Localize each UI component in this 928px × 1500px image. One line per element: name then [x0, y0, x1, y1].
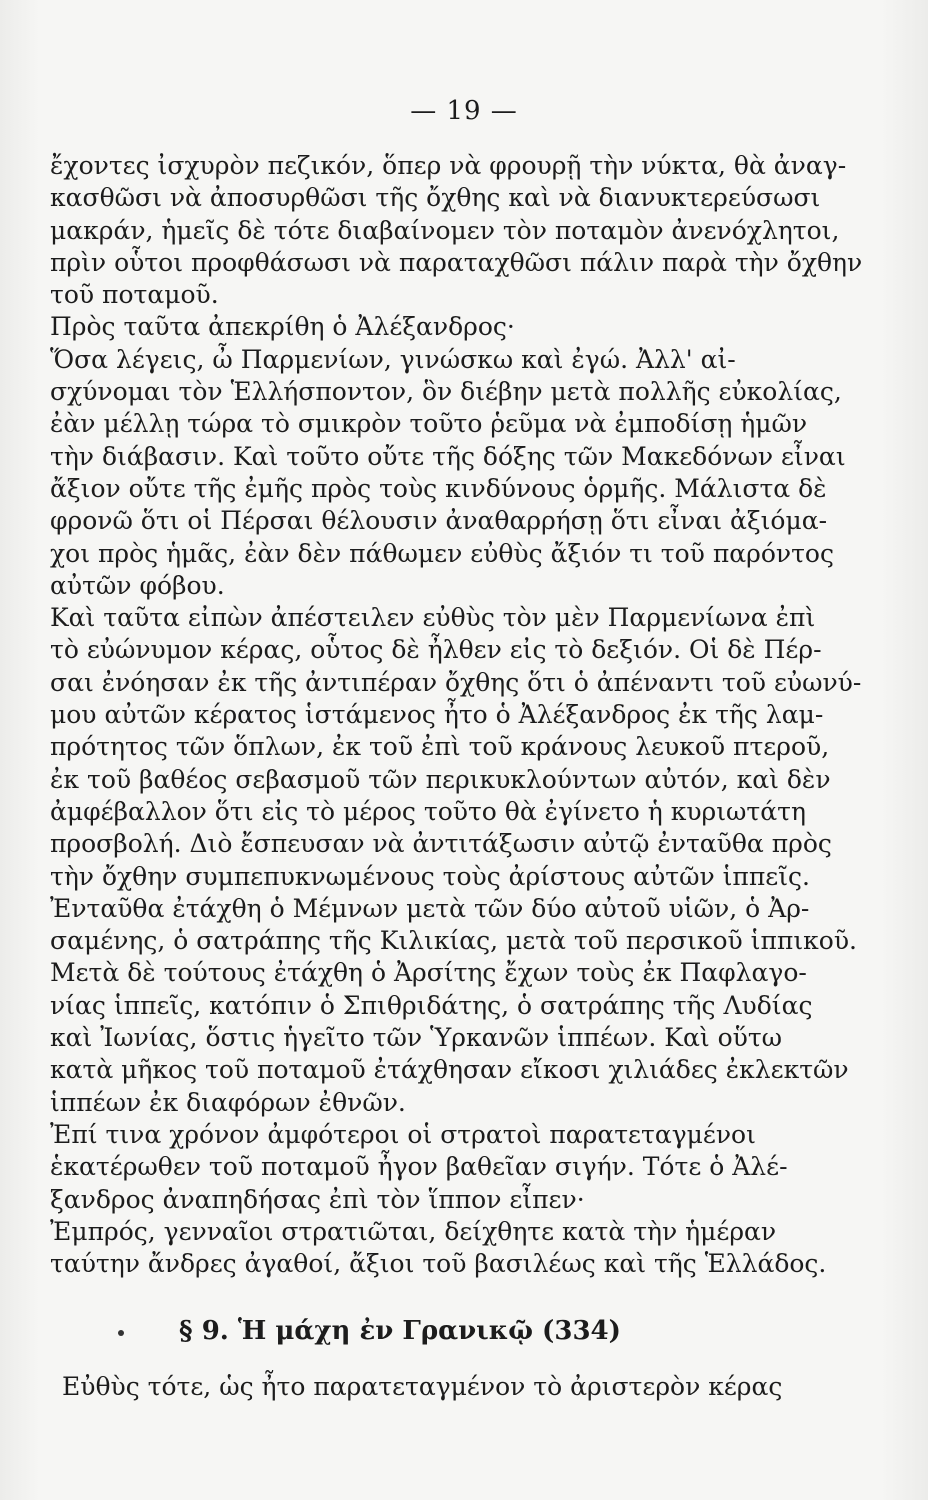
page-number: — 19 —	[410, 96, 518, 126]
text-line: μακράν, ἡμεῖς δὲ τότε διαβαίνομεν τὸν ποταμὸν ἀνενόχλητοι,	[50, 215, 840, 245]
text-line: Ἐνταῦθα ἐτάχθη ὁ Μέμνων μετὰ τῶν δύο αὐτοῦ υἱῶν, ὁ Ἀρ-	[50, 893, 810, 923]
text-line: αὐτῶν φόβου.	[50, 570, 225, 600]
text-line: καὶ Ἰωνίας, ὅστις ἡγεῖτο τῶν Ὑρκανῶν ἱππέων. Καὶ οὕτω	[50, 1023, 783, 1053]
text-line: ἐὰν μέλλῃ τώρα τὸ σμικρὸν τοῦτο ῥεῦμα νὰ ἐμποδίσῃ ἡμῶν	[50, 409, 808, 439]
section-heading: § 9. Ἡ μάχη ἐν Γρανικῷ (334)	[179, 1316, 621, 1346]
body-text	[50, 150, 863, 1280]
text-line: ἄξιον οὔτε τῆς ἐμῆς πρὸς τοὺς κινδύνους ὁρμῆς. Μάλιστα δὲ	[50, 473, 827, 503]
text-line: ἐκ τοῦ βαθέος σεβασμοῦ τῶν περικυκλούντων αὐτόν, καὶ δὲν	[50, 764, 831, 794]
text-line: Ὅσα λέγεις, ὦ Παρμενίων, γινώσκω καὶ ἐγώ. Ἀλλ' αἰ-	[50, 344, 736, 374]
text-line: Ἐμπρός, γενναῖοι στρατιῶται, δείχθητε κατὰ τὴν ἡμέραν	[50, 1216, 777, 1246]
text-line: ἱππέων ἐκ διαφόρων ἐθνῶν.	[50, 1087, 406, 1117]
text-line: φρονῶ ὅτι οἱ Πέρσαι θέλουσιν ἀναθαρρήσῃ ὅτι εἶναι ἀξιόμα-	[50, 506, 828, 536]
text-line: πρότητος τῶν ὅπλων, ἐκ τοῦ ἐπὶ τοῦ κράνους λευκοῦ πτεροῦ,	[50, 732, 830, 762]
final-text-line: Εὐθὺς τότε, ὡς ἦτο παρατεταγμένον τὸ ἀριστερὸν κέρας	[62, 1372, 783, 1401]
text-line: Πρὸς ταῦτα ἀπεκρίθη ὁ Ἀλέξανδρος·	[50, 312, 515, 342]
text-line: ταύτην ἄνδρες ἀγαθοί, ἄξιοι τοῦ βασιλέως καὶ τῆς Ἑλλάδος.	[50, 1249, 827, 1279]
text-line: Καὶ ταῦτα εἰπὼν ἀπέστειλεν εὐθὺς τὸν μὲν Παρμενίωνα ἐπὶ	[50, 603, 816, 633]
text-line: τὴν ὄχθην συμπεπυκνωμένους τοὺς ἀρίστους αὐτῶν ἱππεῖς.	[50, 861, 810, 891]
text-line: σχύνομαι τὸν Ἑλλήσποντον, ὃν διέβην μετὰ πολλῆς εὐκολίας,	[50, 377, 842, 407]
text-line: σαι ἐνόησαν ἐκ τῆς ἀντιπέραν ὄχθης ὅτι ὁ ἀπέναντι τοῦ εὐωνύ-	[50, 667, 862, 697]
text-line: προσβολή. Διὸ ἔσπευσαν νὰ ἀντιτάξωσιν αὐτῷ ἐνταῦθα πρὸς	[50, 829, 832, 859]
text-line: χοι πρὸς ἡμᾶς, ἐὰν δὲν πάθωμεν εὐθὺς ἄξιόν τι τοῦ παρόντος	[50, 538, 834, 568]
text-line: Μετὰ δὲ τούτους ἐτάχθη ὁ Ἀρσίτης ἔχων τοὺς ἐκ Παφλαγο-	[50, 958, 807, 988]
text-line: τὴν διάβασιν. Καὶ τοῦτο οὔτε τῆς δόξης τῶν Μακεδόνων εἶναι	[50, 441, 846, 471]
text-line: κατὰ μῆκος τοῦ ποταμοῦ ἐτάχθησαν εἴκοσι χιλιάδες ἐκλεκτῶν	[50, 1055, 849, 1085]
text-line: Ἐπί τινα χρόνον ἀμφότεροι οἱ στρατοὶ παρατεταγμένοι	[50, 1119, 756, 1149]
text-line: ἔχοντες ἰσχυρὸν πεζικόν, ὅπερ νὰ φρουρῇ τὴν νύκτα, θὰ ἀναγ-	[50, 151, 847, 180]
text-line: μου αὐτῶν κέρατος ἱστάμενος ἦτο ὁ Ἀλέξανδρος ἐκ τῆς λαμ-	[50, 700, 824, 730]
text-line: νίας ἱππεῖς, κατόπιν ὁ Σπιθριδάτης, ὁ σατράπης τῆς Λυδίας	[50, 990, 813, 1020]
text-line: σαμένης, ὁ σατράπης τῆς Κιλικίας, μετὰ τοῦ περσικοῦ ἱππικοῦ.	[50, 926, 857, 956]
text-line: τοῦ ποταμοῦ.	[50, 280, 219, 310]
text-line: ξανδρος ἀναπηδήσας ἐπὶ τὸν ἵππον εἶπεν·	[50, 1184, 585, 1214]
text-line: τὸ εὐώνυμον κέρας, οὗτος δὲ ἦλθεν εἰς τὸ δεξιόν. Οἱ δὲ Πέρ-	[50, 635, 822, 665]
text-line: ἑκατέρωθεν τοῦ ποταμοῦ ἦγον βαθεῖαν σιγήν. Τότε ὁ Ἀλέ-	[50, 1152, 788, 1182]
text-line: ἀμφέβαλλον ὅτι εἰς τὸ μέρος τοῦτο θὰ ἐγίνετο ἡ κυριωτάτη	[50, 796, 806, 826]
text-line: κασθῶσι νὰ ἀποσυρθῶσι τῆς ὄχθης καὶ νὰ διανυκτερεύσωσι	[50, 183, 821, 213]
text-line: πρὶν οὗτοι προφθάσωσι νὰ παραταχθῶσι πάλιν παρὰ τὴν ὄχθην	[50, 247, 863, 277]
